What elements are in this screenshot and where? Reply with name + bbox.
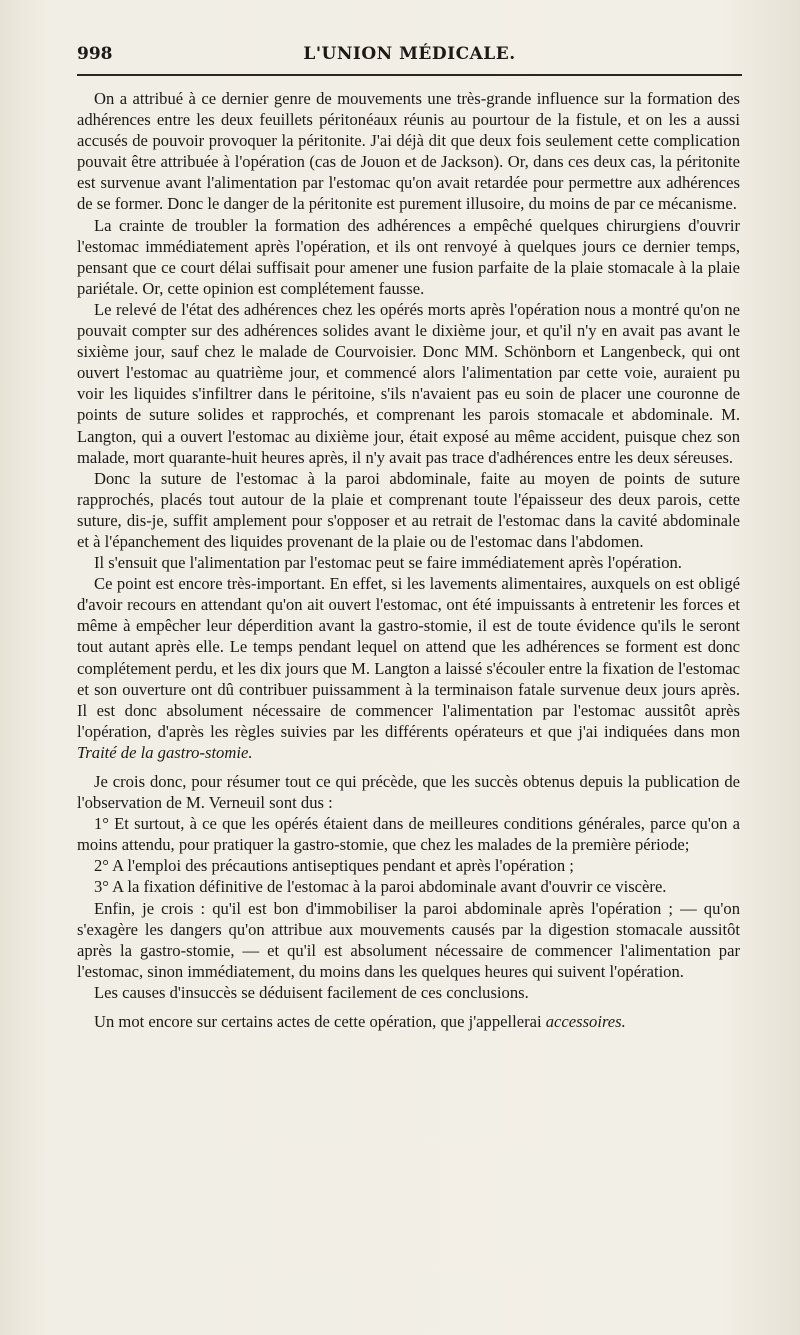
paragraph-text: Donc la suture de l'estomac à la paroi abdominale, faite au moyen de points de suture rapprochés, placés tout autour de la plaie et comprenant toute l'épaisseur des deux parois, cette suture, dis-je, suffit amplement pour s'opposer et au retrait de l'estomac dans la cavité abdominale et à l'épanchement des liquides provenant de la plaie ou de l'estomac dans l'abdomen. xyxy=(77,468,740,551)
page-number: 998 xyxy=(77,44,113,64)
paragraph-text: Le relevé de l'état des adhérences chez les opérés morts après l'opération nous a montré qu'on ne pouvait compter sur des adhérences solides avant le dixième jour, et qu'il n'y en avait pas avant le sixième jour, sauf chez le malade de Courvoisier. Donc MM. Schönborn et Langenbeck, qui ont ouvert l'estomac au quatrième jour, et commencé alors l'alimentation par cette voie, auraient pu voir les liquides s'infiltrer dans le péritoine, s'ils n'avaient pas eu soin de placer une couronne de points de suture solides et rapprochés, et comprenant les parois stomacale et abdominale. M. Langton, qui a ouvert l'estomac au dixième jour, était exposé au même accident, puisque chez son malade, mort quarante-huit heures après, il n'y avait pas trace d'adhérences entre les deux séreuses. xyxy=(77,299,740,467)
italic-title: Traité de la gastro-stomie. xyxy=(77,742,253,762)
header-rule xyxy=(77,74,742,76)
paragraph-text: Un mot encore sur certains actes de cette opération, que j'appellerai xyxy=(94,1012,546,1032)
paragraph xyxy=(77,876,740,897)
paragraph-text: Ce point est encore très-important. En effet, si les lavements alimentaires, auxquels on est obligé d'avoir recours en attendant qu'on ait ouvert l'estomac, ont été impuissants à entretenir les forces et même à empêcher leur déperdition avant la gastro-stomie, il est de toute évidence qu'ils le seront tout autant après elle. Le temps pendant lequel on attend que les adhérences se forment est donc complétement perdu, et les dix jours que M. Langton a laissé s'écouler entre la fixation de l'estomac et son ouverture ont dû contribuer puissamment à la terminaison fatale survenue deux jours après. Il est donc absolument nécessaire de commencer l'alimentation par l'estomac aussitôt après l'opération, d'après les règles suivies par les différents opérateurs et que j'ai indiquées dans mon xyxy=(77,574,740,741)
paragraph xyxy=(77,771,740,813)
paragraph xyxy=(77,215,740,299)
paragraph-text: Enfin, je crois : qu'il est bon d'immobiliser la paroi abdominale après l'opération ; — qu'on s'exagère les dangers qu'on attribue aux mouvements causés par la digestion stomacale aussitôt après la gastro-stomie, — et qu'il est absolument nécessaire de commencer l'alimentation par l'estomac, sinon immédiatement, du moins dans les quelques heures qui suivent l'opération. xyxy=(77,898,740,981)
paragraph xyxy=(77,855,740,876)
article-body xyxy=(77,88,740,1032)
paragraph-text: Il s'ensuit que l'alimentation par l'estomac peut se faire immédiatement après l'opération. xyxy=(94,553,682,573)
paragraph xyxy=(77,552,740,573)
italic-title: accessoires. xyxy=(545,1012,626,1032)
paragraph-text: On a attribué à ce dernier genre de mouvements une très-grande influence sur la formation des adhérences entre les deux feuillets péritonéaux réunis au pourtour de la fistule, et on les a aussi accusés de pouvoir provoquer la péritonite. J'ai déjà dit que deux fois seulement cette complication pouvait être attribuée à l'opération (cas de Jouon et de Jackson). Or, dans ces deux cas, la péritonite est survenue avant l'alimentation par l'estomac qu'on avait retardée pour permettre aux adhérences de se former. Donc le danger de la péritonite est purement illusoire, du moins de par ce mécanisme. xyxy=(77,89,740,214)
paragraph xyxy=(77,573,740,763)
paragraph-text: 1° Et surtout, à ce que les opérés étaient dans de meilleures conditions générales, parce qu'on a moins attendu, pour pratiquer la gastro-stomie, que chez les malades de la première période; xyxy=(77,814,740,855)
paragraph xyxy=(77,299,740,468)
paragraph-text: La crainte de troubler la formation des adhérences a empêché quelques chirurgiens d'ouvrir l'estomac immédiatement après l'opération, et ils ont renvoyé à quelques jours ce dernier temps, pensant que ce court délai suffisait pour amener une fusion parfaite de la plaie stomacale à la plaie pariétale. Or, cette opinion est complétement fausse. xyxy=(77,215,740,298)
journal-title: L'UNION MÉDICALE. xyxy=(303,44,516,64)
paragraph-text: 2° A l'emploi des précautions antiseptiques pendant et après l'opération ; xyxy=(94,856,574,876)
paragraph-text: Je crois donc, pour résumer tout ce qui précède, que les succès obtenus depuis la publication de l'observation de M. Verneuil sont dus : xyxy=(77,772,740,813)
paragraph xyxy=(77,982,740,1003)
paragraph xyxy=(77,898,740,982)
page-header xyxy=(77,44,742,70)
paragraph-text: Les causes d'insuccès se déduisent facilement de ces conclusions. xyxy=(94,982,529,1002)
paragraph xyxy=(77,88,740,215)
paragraph xyxy=(77,813,740,855)
paragraph xyxy=(77,468,740,552)
paragraph-text: 3° A la fixation définitive de l'estomac à la paroi abdominale avant d'ouvrir ce viscère. xyxy=(94,877,667,897)
paragraph xyxy=(77,1011,740,1032)
